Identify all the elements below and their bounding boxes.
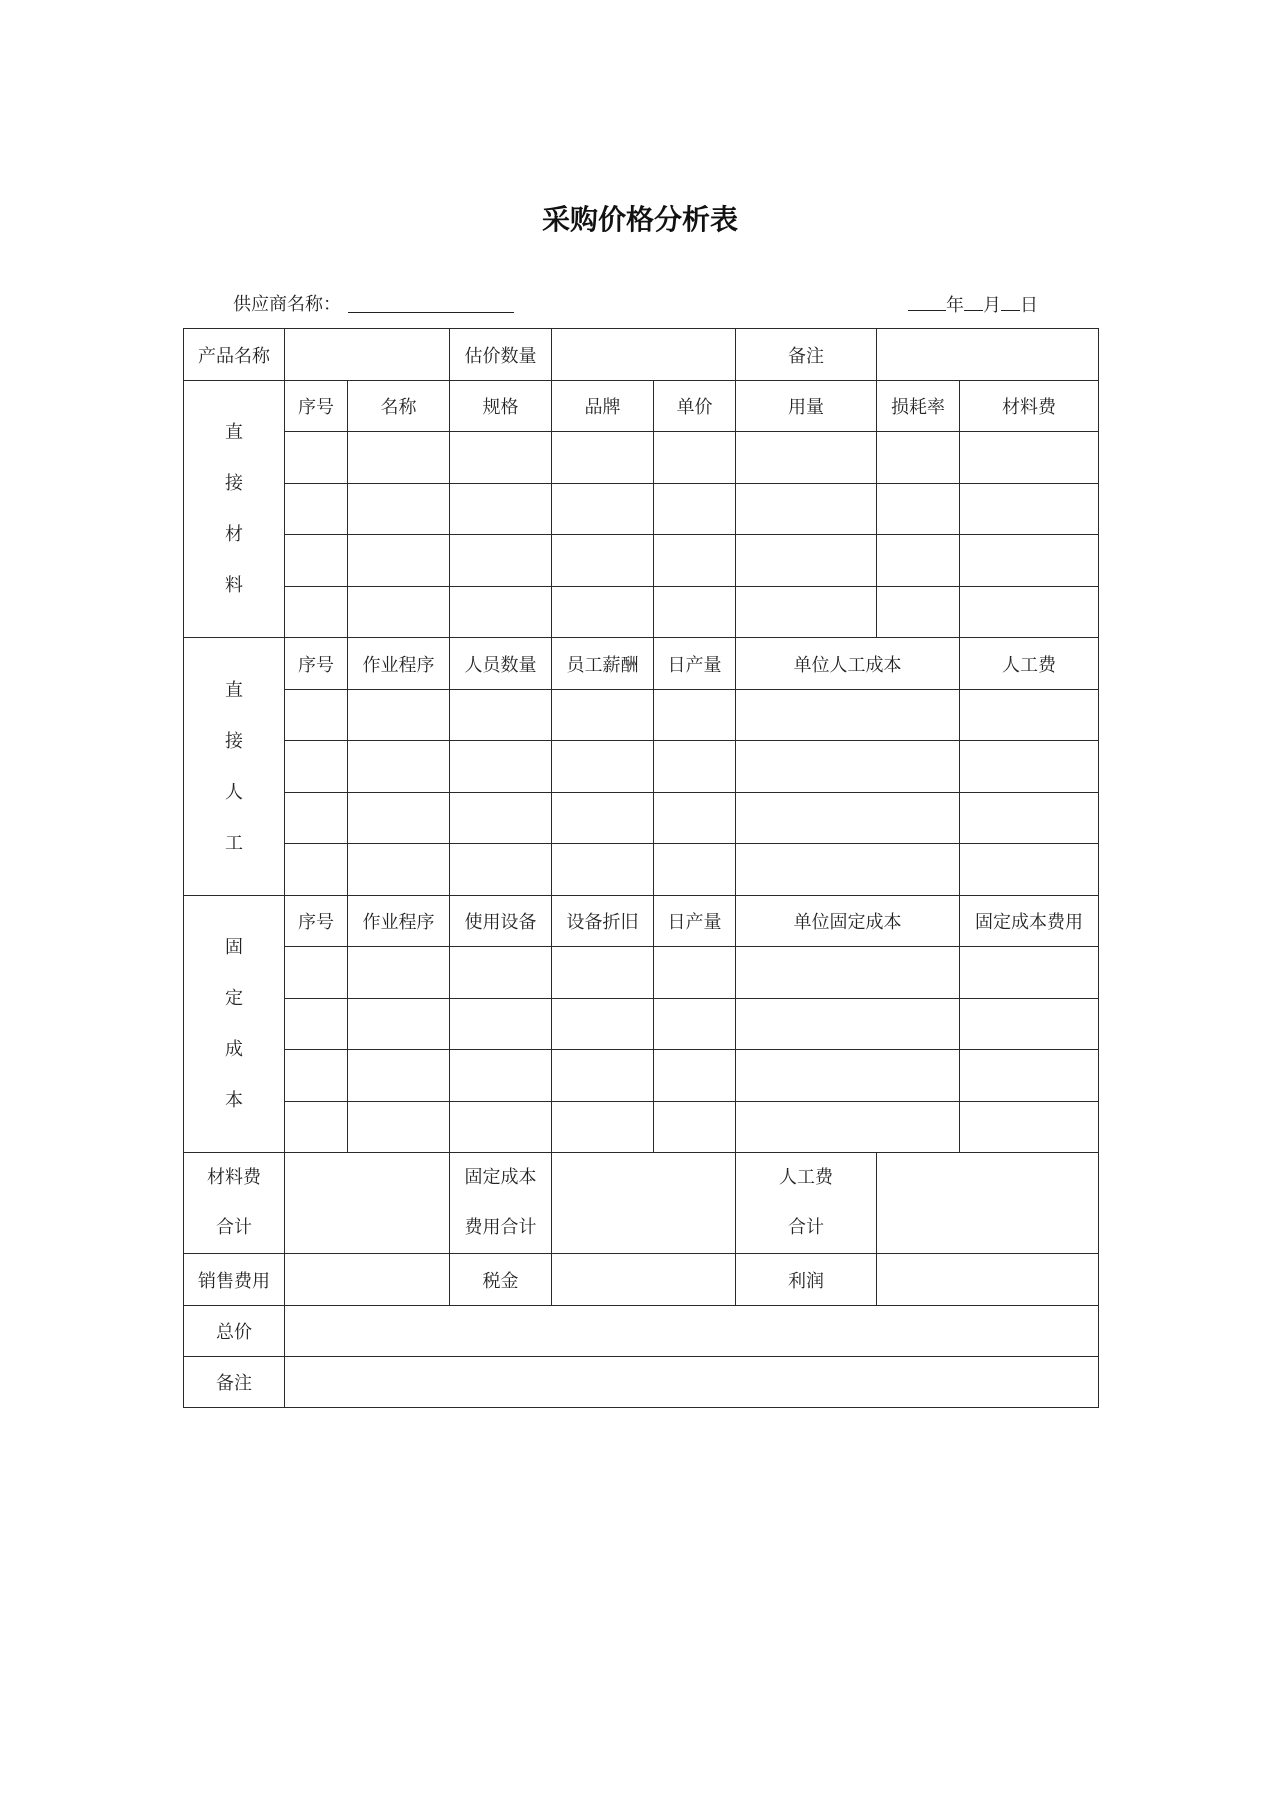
month-label: 月 <box>983 295 1001 316</box>
column-header: 序号 <box>284 895 347 946</box>
tax-input[interactable] <box>551 1253 735 1305</box>
remark-label: 备注 <box>735 328 876 380</box>
material-input-cell[interactable] <box>959 534 1099 586</box>
material-input-cell[interactable] <box>959 586 1099 637</box>
direct-labor-input-cell[interactable] <box>449 843 551 895</box>
section-label-char: 直 <box>225 422 243 443</box>
direct-labor-input-cell[interactable] <box>551 740 653 792</box>
fixed-total-input[interactable] <box>551 1152 735 1253</box>
column-header: 损耗率 <box>876 380 959 431</box>
fixed-cost-input-cell[interactable] <box>653 998 735 1049</box>
fixed-cost-input-cell[interactable] <box>551 998 653 1049</box>
material-input-cell[interactable] <box>551 431 653 483</box>
section-label-char: 定 <box>225 988 243 1009</box>
direct-labor-input-cell[interactable] <box>735 689 959 740</box>
fixed-cost-input-cell[interactable] <box>449 1101 551 1152</box>
material-input-cell[interactable] <box>449 586 551 637</box>
material-input-cell[interactable] <box>653 534 735 586</box>
section-label-char: 材 <box>225 524 243 545</box>
material-input-cell[interactable] <box>735 483 876 534</box>
fixed-cost-input-cell[interactable] <box>347 1101 449 1152</box>
material-input-cell[interactable] <box>551 534 653 586</box>
direct-labor-input-cell[interactable] <box>449 792 551 843</box>
direct-labor-input-cell[interactable] <box>551 689 653 740</box>
direct-labor-input-cell[interactable] <box>284 843 347 895</box>
material-input-cell[interactable] <box>449 483 551 534</box>
total-price-input[interactable] <box>284 1305 1099 1356</box>
material-total-input[interactable] <box>284 1152 449 1253</box>
fixed-cost-input-cell[interactable] <box>653 946 735 998</box>
fixed-cost-input-cell[interactable] <box>449 1049 551 1101</box>
column-header: 序号 <box>284 637 347 689</box>
direct-labor-input-cell[interactable] <box>959 740 1099 792</box>
direct-labor-input-cell[interactable] <box>959 792 1099 843</box>
column-header: 品牌 <box>551 380 653 431</box>
material-input-cell[interactable] <box>653 586 735 637</box>
bottom-remark-label: 备注 <box>183 1356 284 1408</box>
section-label-char: 接 <box>225 730 243 752</box>
material-input-cell[interactable] <box>347 534 449 586</box>
year-label: 年 <box>946 295 964 316</box>
labor-total-input[interactable] <box>876 1152 1099 1253</box>
sales-expense-input[interactable] <box>284 1253 449 1305</box>
fixed-cost-input-cell[interactable] <box>735 998 959 1049</box>
direct-labor-input-cell[interactable] <box>347 843 449 895</box>
direct-labor-input-cell[interactable] <box>959 843 1099 895</box>
sales-expense-label: 销售费用 <box>183 1253 284 1305</box>
direct-labor-input-cell[interactable] <box>347 792 449 843</box>
material-input-cell[interactable] <box>876 431 959 483</box>
column-header: 单位人工成本 <box>735 637 959 689</box>
day-label: 日 <box>1020 295 1038 316</box>
fixed-cost-input-cell[interactable] <box>551 1049 653 1101</box>
material-input-cell[interactable] <box>347 586 449 637</box>
column-header: 日产量 <box>653 637 735 689</box>
direct-labor-input-cell[interactable] <box>284 740 347 792</box>
fixed-total-label <box>449 1152 551 1253</box>
estimated-qty-input[interactable] <box>551 328 735 380</box>
fixed-cost-input-cell[interactable] <box>449 946 551 998</box>
direct-labor-input-cell[interactable] <box>449 740 551 792</box>
direct-labor-input-cell[interactable] <box>653 689 735 740</box>
material-input-cell[interactable] <box>735 586 876 637</box>
section-label-char: 接 <box>225 473 243 494</box>
document-title: 采购价格分析表 <box>541 203 738 236</box>
fixed-cost-input-cell[interactable] <box>959 1049 1099 1101</box>
column-header: 使用设备 <box>449 895 551 946</box>
direct-labor-input-cell[interactable] <box>284 792 347 843</box>
fixed-cost-input-cell[interactable] <box>653 1101 735 1152</box>
profit-label: 利润 <box>735 1253 876 1305</box>
fixed-cost-input-cell[interactable] <box>284 1049 347 1101</box>
product-name-input[interactable] <box>284 328 449 380</box>
section-label-direct-labor <box>183 637 284 895</box>
fixed-cost-input-cell[interactable] <box>284 1101 347 1152</box>
direct-labor-input-cell[interactable] <box>551 792 653 843</box>
column-header: 固定成本费用 <box>959 895 1099 946</box>
direct-labor-input-cell[interactable] <box>735 740 959 792</box>
fixed-cost-input-cell[interactable] <box>653 1049 735 1101</box>
material-input-cell[interactable] <box>284 431 347 483</box>
fixed-cost-input-cell[interactable] <box>551 946 653 998</box>
column-header: 单位固定成本 <box>735 895 959 946</box>
section-label-char: 本 <box>225 1090 243 1111</box>
section-label-char: 固 <box>225 937 243 958</box>
section-label-char: 直 <box>225 679 243 701</box>
product-name-label: 产品名称 <box>183 328 284 380</box>
label-line: 合计 <box>788 1217 824 1238</box>
fixed-cost-input-cell[interactable] <box>347 946 449 998</box>
material-input-cell[interactable] <box>735 431 876 483</box>
column-header: 序号 <box>284 380 347 431</box>
column-header: 规格 <box>449 380 551 431</box>
direct-labor-input-cell[interactable] <box>653 740 735 792</box>
fixed-cost-input-cell[interactable] <box>735 1101 959 1152</box>
column-header: 设备折旧 <box>551 895 653 946</box>
material-input-cell[interactable] <box>551 586 653 637</box>
fixed-cost-input-cell[interactable] <box>735 946 959 998</box>
direct-labor-input-cell[interactable] <box>347 740 449 792</box>
column-header: 用量 <box>735 380 876 431</box>
section-label-char: 工 <box>225 832 243 854</box>
column-header: 名称 <box>347 380 449 431</box>
material-input-cell[interactable] <box>449 534 551 586</box>
column-header: 作业程序 <box>347 637 449 689</box>
direct-labor-input-cell[interactable] <box>735 792 959 843</box>
direct-labor-input-cell[interactable] <box>735 843 959 895</box>
fixed-cost-input-cell[interactable] <box>284 946 347 998</box>
column-header: 人员数量 <box>449 637 551 689</box>
label-line: 费用合计 <box>464 1217 537 1238</box>
material-input-cell[interactable] <box>347 431 449 483</box>
total-price-label: 总价 <box>183 1305 284 1356</box>
section-label-char: 料 <box>225 575 243 596</box>
direct-labor-input-cell[interactable] <box>551 843 653 895</box>
profit-input[interactable] <box>876 1253 1099 1305</box>
label-line: 合计 <box>216 1217 252 1238</box>
fixed-cost-input-cell[interactable] <box>284 998 347 1049</box>
bottom-remark-input[interactable] <box>284 1356 1099 1408</box>
fixed-cost-input-cell[interactable] <box>735 1049 959 1101</box>
fixed-cost-input-cell[interactable] <box>347 998 449 1049</box>
label-line: 材料费 <box>207 1167 261 1188</box>
column-header: 作业程序 <box>347 895 449 946</box>
direct-labor-input-cell[interactable] <box>449 689 551 740</box>
section-label-direct-material <box>183 380 284 637</box>
section-label-fixed-cost <box>183 895 284 1152</box>
estimated-qty-label: 估价数量 <box>449 328 551 380</box>
material-input-cell[interactable] <box>876 483 959 534</box>
column-header: 人工费 <box>959 637 1099 689</box>
material-input-cell[interactable] <box>876 534 959 586</box>
fixed-cost-input-cell[interactable] <box>959 946 1099 998</box>
material-input-cell[interactable] <box>284 534 347 586</box>
section-label-char: 人 <box>225 781 243 803</box>
label-line: 固定成本 <box>464 1167 537 1188</box>
material-input-cell[interactable] <box>735 534 876 586</box>
material-input-cell[interactable] <box>653 483 735 534</box>
material-input-cell[interactable] <box>284 586 347 637</box>
labor-total-label <box>735 1152 876 1253</box>
direct-labor-input-cell[interactable] <box>959 689 1099 740</box>
remark-input[interactable] <box>876 328 1099 380</box>
column-header: 单价 <box>653 380 735 431</box>
material-input-cell[interactable] <box>653 431 735 483</box>
section-label-char: 成 <box>225 1039 243 1060</box>
fixed-cost-input-cell[interactable] <box>449 998 551 1049</box>
fixed-cost-input-cell[interactable] <box>551 1101 653 1152</box>
material-input-cell[interactable] <box>959 431 1099 483</box>
direct-labor-input-cell[interactable] <box>347 689 449 740</box>
column-header: 员工薪酬 <box>551 637 653 689</box>
direct-labor-input-cell[interactable] <box>653 792 735 843</box>
supplier-label: 供应商名称： <box>233 294 341 315</box>
fixed-cost-input-cell[interactable] <box>347 1049 449 1101</box>
direct-labor-input-cell[interactable] <box>653 843 735 895</box>
direct-labor-input-cell[interactable] <box>284 689 347 740</box>
fixed-cost-input-cell[interactable] <box>959 998 1099 1049</box>
label-line: 人工费 <box>779 1167 833 1188</box>
fixed-cost-input-cell[interactable] <box>959 1101 1099 1152</box>
material-input-cell[interactable] <box>284 483 347 534</box>
material-input-cell[interactable] <box>551 483 653 534</box>
material-input-cell[interactable] <box>449 431 551 483</box>
column-header: 日产量 <box>653 895 735 946</box>
column-header: 材料费 <box>959 380 1099 431</box>
material-input-cell[interactable] <box>876 586 959 637</box>
material-input-cell[interactable] <box>347 483 449 534</box>
material-input-cell[interactable] <box>959 483 1099 534</box>
tax-label: 税金 <box>449 1253 551 1305</box>
material-total-label <box>183 1152 284 1253</box>
